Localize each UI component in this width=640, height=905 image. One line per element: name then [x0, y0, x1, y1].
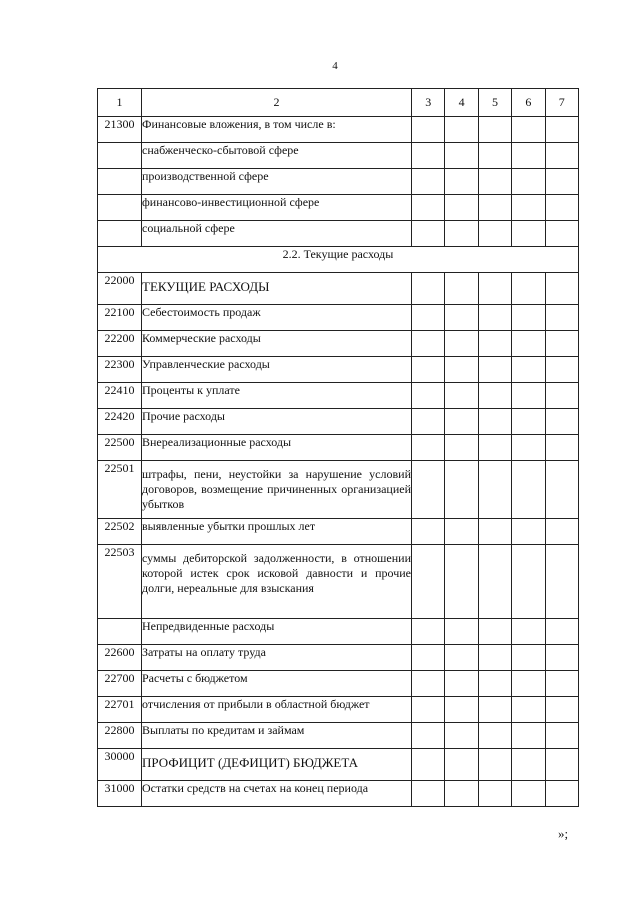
- value-cell: [412, 435, 445, 461]
- value-cell: [412, 273, 445, 305]
- value-cell: [445, 117, 478, 143]
- table-row: [98, 645, 579, 671]
- value-cell: [478, 169, 511, 195]
- row-name: Прочие расходы: [142, 409, 412, 435]
- row-code: 22503: [98, 545, 142, 619]
- value-cell: [545, 143, 578, 169]
- value-cell: [478, 781, 511, 807]
- table-row: [98, 461, 579, 519]
- value-cell: [512, 749, 545, 781]
- value-cell: [445, 409, 478, 435]
- value-cell: [545, 221, 578, 247]
- value-cell: [445, 519, 478, 545]
- row-code: 22300: [98, 357, 142, 383]
- value-cell: [545, 671, 578, 697]
- value-cell: [412, 697, 445, 723]
- value-cell: [545, 619, 578, 645]
- row-name: Управленческие расходы: [142, 357, 412, 383]
- row-name: производственной сфере: [142, 169, 412, 195]
- value-cell: [478, 697, 511, 723]
- value-cell: [445, 619, 478, 645]
- value-cell: [478, 435, 511, 461]
- table-row: [98, 545, 579, 619]
- row-name: Выплаты по кредитам и займам: [142, 723, 412, 749]
- row-code: 22420: [98, 409, 142, 435]
- value-cell: [512, 723, 545, 749]
- value-cell: [478, 749, 511, 781]
- value-cell: [412, 723, 445, 749]
- value-cell: [445, 781, 478, 807]
- table-row: [98, 435, 579, 461]
- table-row: [98, 383, 579, 409]
- row-code: 22100: [98, 305, 142, 331]
- section-row: [98, 247, 579, 273]
- row-code: 22600: [98, 645, 142, 671]
- row-code: [98, 619, 142, 645]
- header-cell: 2: [142, 89, 412, 117]
- value-cell: [478, 545, 511, 619]
- row-code: 22701: [98, 697, 142, 723]
- value-cell: [478, 645, 511, 671]
- table-row: [98, 221, 579, 247]
- value-cell: [512, 645, 545, 671]
- value-cell: [512, 697, 545, 723]
- value-cell: [478, 305, 511, 331]
- table-row: [98, 697, 579, 723]
- value-cell: [478, 221, 511, 247]
- table-row: [98, 273, 579, 305]
- row-code: [98, 169, 142, 195]
- value-cell: [512, 305, 545, 331]
- value-cell: [512, 143, 545, 169]
- value-cell: [445, 221, 478, 247]
- value-cell: [512, 383, 545, 409]
- value-cell: [512, 671, 545, 697]
- table-row: [98, 169, 579, 195]
- value-cell: [545, 331, 578, 357]
- row-code: 22800: [98, 723, 142, 749]
- value-cell: [545, 409, 578, 435]
- value-cell: [545, 723, 578, 749]
- table-row: [98, 305, 579, 331]
- row-name: снабженческо-сбытовой сфере: [142, 143, 412, 169]
- row-name: Проценты к уплате: [142, 383, 412, 409]
- value-cell: [412, 357, 445, 383]
- row-code: 22200: [98, 331, 142, 357]
- value-cell: [545, 117, 578, 143]
- value-cell: [478, 409, 511, 435]
- header-cell: 1: [98, 89, 142, 117]
- row-name: Остатки средств на счетах на конец периода: [142, 781, 412, 807]
- value-cell: [545, 781, 578, 807]
- value-cell: [412, 117, 445, 143]
- value-cell: [545, 435, 578, 461]
- header-cell: 3: [412, 89, 445, 117]
- value-cell: [412, 305, 445, 331]
- row-name: штрафы, пени, неустойки за нарушение условий договоров, возмещение причиненных организацией убытков: [142, 461, 412, 519]
- row-name: ПРОФИЦИТ (ДЕФИЦИТ) БЮДЖЕТА: [142, 749, 412, 781]
- value-cell: [445, 749, 478, 781]
- row-code: [98, 221, 142, 247]
- value-cell: [478, 143, 511, 169]
- table-row: [98, 409, 579, 435]
- value-cell: [445, 723, 478, 749]
- value-cell: [545, 169, 578, 195]
- table-header-row: [98, 89, 579, 117]
- row-code: 22410: [98, 383, 142, 409]
- value-cell: [412, 619, 445, 645]
- table-row: [98, 117, 579, 143]
- value-cell: [412, 781, 445, 807]
- value-cell: [478, 619, 511, 645]
- value-cell: [545, 697, 578, 723]
- row-code: 22000: [98, 273, 142, 305]
- value-cell: [412, 749, 445, 781]
- value-cell: [512, 781, 545, 807]
- value-cell: [445, 331, 478, 357]
- value-cell: [478, 461, 511, 519]
- value-cell: [412, 645, 445, 671]
- value-cell: [478, 357, 511, 383]
- row-name: Затраты на оплату труда: [142, 645, 412, 671]
- value-cell: [545, 195, 578, 221]
- value-cell: [512, 221, 545, 247]
- value-cell: [512, 195, 545, 221]
- value-cell: [478, 331, 511, 357]
- row-code: 22500: [98, 435, 142, 461]
- value-cell: [412, 671, 445, 697]
- value-cell: [445, 273, 478, 305]
- value-cell: [412, 461, 445, 519]
- row-name: Коммерческие расходы: [142, 331, 412, 357]
- table-row: [98, 781, 579, 807]
- header-cell: 6: [512, 89, 545, 117]
- value-cell: [545, 645, 578, 671]
- value-cell: [412, 331, 445, 357]
- budget-table: [97, 88, 579, 807]
- value-cell: [545, 383, 578, 409]
- value-cell: [478, 671, 511, 697]
- value-cell: [412, 545, 445, 619]
- value-cell: [445, 383, 478, 409]
- value-cell: [412, 221, 445, 247]
- row-code: 21300: [98, 117, 142, 143]
- value-cell: [545, 749, 578, 781]
- value-cell: [412, 383, 445, 409]
- header-cell: 7: [545, 89, 578, 117]
- value-cell: [412, 195, 445, 221]
- value-cell: [512, 545, 545, 619]
- value-cell: [545, 273, 578, 305]
- value-cell: [445, 195, 478, 221]
- value-cell: [445, 169, 478, 195]
- row-code: 30000: [98, 749, 142, 781]
- row-code: 22700: [98, 671, 142, 697]
- value-cell: [445, 435, 478, 461]
- value-cell: [478, 117, 511, 143]
- value-cell: [545, 461, 578, 519]
- value-cell: [545, 519, 578, 545]
- row-name: выявленные убытки прошлых лет: [142, 519, 412, 545]
- value-cell: [512, 117, 545, 143]
- value-cell: [478, 723, 511, 749]
- value-cell: [545, 357, 578, 383]
- value-cell: [545, 545, 578, 619]
- value-cell: [445, 461, 478, 519]
- row-name: отчисления от прибыли в областной бюджет: [142, 697, 412, 723]
- row-code: 22501: [98, 461, 142, 519]
- row-name: Себестоимость продаж: [142, 305, 412, 331]
- value-cell: [445, 671, 478, 697]
- table-row: [98, 331, 579, 357]
- table-row: [98, 671, 579, 697]
- value-cell: [412, 143, 445, 169]
- value-cell: [445, 645, 478, 671]
- row-name: социальной сфере: [142, 221, 412, 247]
- table-row: [98, 749, 579, 781]
- row-name: суммы дебиторской задолженности, в отношении которой истек срок исковой давности и прочие долги, нереальные для взыскания: [142, 545, 412, 619]
- value-cell: [445, 143, 478, 169]
- value-cell: [478, 519, 511, 545]
- value-cell: [478, 383, 511, 409]
- value-cell: [512, 331, 545, 357]
- table-row: [98, 519, 579, 545]
- value-cell: [512, 519, 545, 545]
- row-code: 22502: [98, 519, 142, 545]
- page-number: 4: [332, 60, 338, 72]
- value-cell: [445, 545, 478, 619]
- value-cell: [445, 697, 478, 723]
- value-cell: [545, 305, 578, 331]
- row-name: Внереализационные расходы: [142, 435, 412, 461]
- value-cell: [512, 409, 545, 435]
- value-cell: [512, 435, 545, 461]
- value-cell: [445, 305, 478, 331]
- row-name: Финансовые вложения, в том числе в:: [142, 117, 412, 143]
- row-code: [98, 143, 142, 169]
- value-cell: [512, 273, 545, 305]
- table-row: [98, 619, 579, 645]
- value-cell: [478, 273, 511, 305]
- table-row: [98, 195, 579, 221]
- value-cell: [512, 619, 545, 645]
- row-name: Непредвиденные расходы: [142, 619, 412, 645]
- row-name: ТЕКУЩИЕ РАСХОДЫ: [142, 273, 412, 305]
- row-code: [98, 195, 142, 221]
- section-title: 2.2. Текущие расходы: [98, 247, 579, 273]
- table-row: [98, 357, 579, 383]
- row-code: 31000: [98, 781, 142, 807]
- header-cell: 4: [445, 89, 478, 117]
- value-cell: [445, 357, 478, 383]
- value-cell: [478, 195, 511, 221]
- row-name: финансово-инвестиционной сфере: [142, 195, 412, 221]
- value-cell: [412, 409, 445, 435]
- row-name: Расчеты с бюджетом: [142, 671, 412, 697]
- value-cell: [512, 461, 545, 519]
- table-row: [98, 143, 579, 169]
- table-row: [98, 723, 579, 749]
- value-cell: [512, 357, 545, 383]
- value-cell: [412, 519, 445, 545]
- header-cell: 5: [478, 89, 511, 117]
- value-cell: [412, 169, 445, 195]
- closing-quote-mark: »;: [558, 826, 569, 841]
- value-cell: [512, 169, 545, 195]
